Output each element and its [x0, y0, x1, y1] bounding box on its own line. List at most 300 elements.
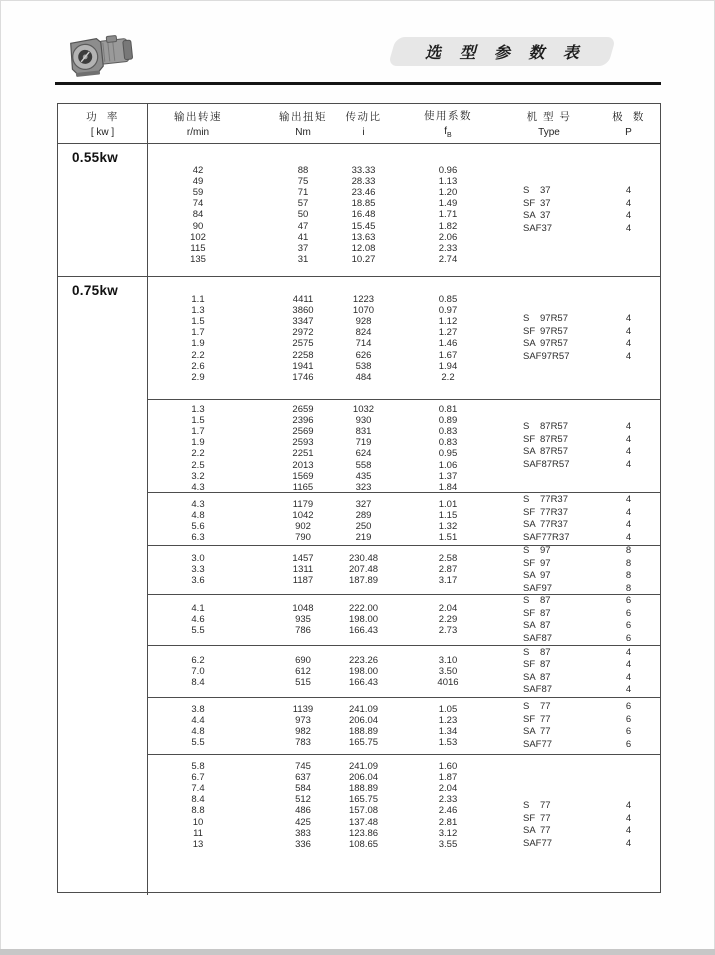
block-type-pole [501, 400, 660, 492]
type-prefix: SF [523, 506, 536, 518]
table-row [148, 176, 501, 187]
table-row [148, 761, 501, 772]
type-prefix: SA [523, 210, 536, 221]
table-row [148, 350, 501, 361]
type-code: 37 [540, 210, 551, 221]
type-pole-row [501, 800, 660, 813]
model-type [501, 672, 597, 685]
header-unit: r/min [186, 127, 210, 138]
type-pole-row [501, 558, 660, 571]
ratio-value: 108.65 [348, 838, 379, 850]
type-pole-row [501, 532, 660, 545]
table-row [148, 198, 501, 209]
type-code: 87 [540, 659, 551, 670]
type-code: 77 [540, 812, 551, 824]
ratio-value: 323 [355, 481, 372, 493]
ratio-value: 206.04 [348, 715, 379, 727]
ratio-value: 16.48 [351, 209, 376, 221]
block-data-rows [148, 400, 501, 492]
service-factor-value: 2.74 [438, 253, 458, 265]
table-row [148, 614, 501, 625]
type-pole-row [501, 507, 660, 520]
ratio-value: 165.75 [348, 794, 379, 806]
model-type [501, 185, 597, 198]
type-pole-row [501, 659, 660, 672]
ratio-value: 558 [355, 459, 372, 471]
rpm-value: 3.8 [191, 704, 205, 715]
type-pole-row [501, 726, 660, 739]
type-prefix: SF [523, 607, 536, 619]
ratio-value: 123.86 [348, 827, 379, 839]
ratio-value: 28.33 [351, 176, 376, 188]
ratio-value: 10.27 [351, 253, 376, 265]
torque-value: 790 [295, 532, 311, 544]
type-prefix: SF [523, 812, 536, 824]
ratio-value: 626 [355, 349, 372, 361]
type-pole-row [501, 595, 660, 608]
rpm-value: 5.8 [191, 761, 205, 772]
torque-value: 1042 [292, 510, 314, 522]
ratio-value: 928 [355, 316, 372, 328]
ratio-value: 831 [355, 426, 372, 438]
selection-table [57, 103, 661, 893]
block-type-pole [501, 646, 660, 697]
rpm-value: 4.4 [191, 715, 205, 727]
torque-value: 3860 [292, 305, 314, 317]
ratio-value: 824 [355, 327, 372, 339]
service-factor-value: 1.71 [438, 209, 458, 221]
table-row [148, 772, 501, 783]
model-type [501, 714, 597, 727]
table-row [148, 327, 501, 338]
type-pole-row [501, 570, 660, 583]
type-prefix: SA [523, 671, 536, 683]
table-row [148, 437, 501, 448]
torque-value: 2569 [292, 426, 314, 438]
table-row [148, 553, 501, 564]
ratio-value: 206.04 [348, 772, 379, 784]
pole-count: 4 [625, 433, 632, 445]
torque-value: 336 [295, 838, 311, 850]
type-prefix: SA [523, 446, 536, 457]
type-code: 97R57 [540, 338, 568, 349]
block-data-rows [148, 595, 501, 645]
model-type [501, 633, 597, 646]
pole-count: 4 [625, 825, 632, 836]
pole-count: 4 [625, 421, 632, 432]
ratio-value: 1032 [352, 404, 375, 415]
ratio-value: 241.09 [348, 761, 379, 772]
ratio-value: 219 [355, 532, 372, 544]
pole-count: 4 [625, 197, 632, 209]
service-factor-value: 0.81 [438, 404, 458, 415]
pole-count: 6 [625, 607, 632, 619]
torque-value: 4411 [292, 294, 314, 305]
service-factor-value: 0.89 [438, 415, 458, 427]
table-header-row [58, 104, 660, 144]
pole-count: 4 [625, 185, 632, 196]
type-prefix: SAF [523, 684, 542, 695]
model-block [148, 594, 660, 645]
type-pole-row [501, 185, 660, 198]
header-label: 机 型 号 [526, 111, 572, 123]
rpm-value: 1.3 [191, 305, 205, 317]
type-code: 97 [540, 545, 551, 556]
block-data-rows [148, 277, 501, 399]
section-blocks [148, 144, 660, 276]
torque-value: 3347 [292, 316, 314, 328]
torque-value: 88 [297, 165, 309, 176]
table-row [148, 564, 501, 575]
service-factor-value: 3.17 [438, 575, 458, 587]
rpm-value: 4.3 [191, 481, 205, 493]
torque-value: 1048 [292, 603, 314, 614]
type-pole-row [501, 210, 660, 223]
block-type-pole [501, 493, 660, 545]
service-factor-value: 2.2 [441, 371, 455, 383]
model-type [501, 739, 597, 752]
ratio-value: 289 [355, 510, 372, 522]
type-prefix: SF [523, 713, 536, 725]
header-unit: [ kw ] [90, 127, 115, 138]
type-prefix: SA [523, 570, 536, 581]
ratio-value: 165.75 [348, 737, 379, 749]
ratio-value: 198.00 [348, 614, 379, 626]
service-factor-value: 0.83 [438, 426, 458, 438]
torque-value: 512 [295, 794, 311, 806]
table-row [148, 532, 501, 543]
type-pole-row [501, 813, 660, 826]
pole-count: 4 [625, 446, 632, 457]
ratio-value: 12.08 [351, 242, 376, 254]
type-code: 87R57 [540, 433, 568, 445]
model-type [501, 800, 597, 813]
power-label: 0.75kw [58, 277, 148, 895]
service-factor-value: 1.82 [438, 220, 458, 232]
block-data-rows [148, 755, 501, 895]
header-unit: i [362, 127, 365, 138]
pole-count: 4 [625, 210, 632, 221]
type-code: 77 [540, 701, 551, 712]
pole-count: 8 [625, 570, 632, 581]
rpm-value: 3.0 [191, 553, 205, 564]
torque-value: 2659 [292, 404, 314, 415]
pole-count: 4 [625, 325, 632, 337]
ratio-value: 241.09 [348, 704, 379, 715]
rpm-value: 90 [192, 220, 204, 232]
service-factor-value: 2.04 [438, 783, 458, 795]
rpm-value: 74 [192, 198, 204, 210]
service-factor-value: 1.15 [438, 510, 458, 522]
ratio-value: 157.08 [348, 805, 379, 817]
torque-value: 383 [295, 827, 311, 839]
service-factor-value: 2.81 [438, 816, 458, 828]
rpm-value: 84 [192, 209, 204, 221]
block-type-pole [501, 755, 660, 895]
service-factor-value: 1.46 [438, 338, 458, 350]
type-prefix: S [523, 646, 530, 658]
type-code: 97R57 [540, 325, 568, 337]
service-factor-value: 1.32 [438, 521, 458, 533]
model-type [501, 545, 597, 558]
rpm-value: 6.2 [191, 655, 205, 666]
service-factor-value: 2.29 [438, 614, 458, 626]
ratio-value: 230.48 [348, 553, 379, 564]
block-data-rows [148, 546, 501, 594]
torque-value: 71 [297, 187, 309, 199]
rpm-value: 8.8 [191, 805, 205, 817]
ratio-value: 187.89 [348, 575, 379, 587]
ratio-value: 15.45 [351, 220, 376, 232]
service-factor-value: 2.58 [438, 553, 458, 564]
torque-value: 973 [295, 715, 311, 727]
ratio-value: 18.85 [351, 198, 376, 210]
type-pole-row [501, 338, 660, 351]
type-prefix: SAF [523, 837, 542, 849]
pole-count: 6 [625, 595, 632, 606]
rpm-value: 4.6 [191, 614, 205, 626]
torque-value: 2593 [292, 437, 314, 449]
type-pole-row [501, 446, 660, 459]
type-code: 77 [540, 713, 551, 725]
torque-value: 2396 [292, 415, 314, 427]
block-type-pole [501, 144, 660, 276]
header-type [501, 104, 597, 143]
model-type [501, 313, 597, 326]
type-pole-row [501, 672, 660, 685]
type-prefix: S [523, 595, 530, 606]
table-row [148, 794, 501, 805]
pole-count: 6 [625, 726, 632, 737]
pole-count: 4 [625, 646, 632, 658]
pole-count: 4 [625, 800, 632, 811]
type-code: 87 [541, 632, 553, 644]
pole-count: 6 [625, 738, 632, 750]
pole-count: 4 [625, 313, 632, 324]
model-type [501, 326, 597, 339]
header-output-torque [248, 104, 336, 143]
block-data-rows [148, 698, 501, 754]
type-pole-row [501, 647, 660, 660]
type-code: 97 [540, 570, 551, 581]
header-label: 功 率 [86, 111, 119, 123]
ratio-value: 222.00 [348, 603, 379, 614]
type-pole-row [501, 494, 660, 507]
torque-value: 1311 [292, 564, 314, 576]
rpm-value: 102 [190, 231, 206, 243]
table-row [148, 655, 501, 666]
torque-value: 57 [297, 198, 309, 210]
type-pole-row [501, 459, 660, 472]
service-factor-value: 0.96 [438, 165, 458, 176]
rpm-value: 10 [192, 816, 204, 828]
type-prefix: SAF [523, 458, 542, 470]
ratio-value: 188.89 [348, 726, 379, 738]
torque-value: 982 [295, 726, 311, 738]
torque-value: 47 [297, 220, 309, 232]
model-block [148, 399, 660, 492]
header-unit: P [625, 127, 632, 138]
table-row [148, 817, 501, 828]
torque-value: 637 [295, 772, 311, 784]
torque-value: 1941 [292, 360, 314, 372]
type-code: 87 [540, 646, 551, 658]
table-row [148, 448, 501, 459]
table-row [148, 805, 501, 816]
ratio-value: 1070 [352, 305, 375, 317]
type-pole-row [501, 223, 660, 236]
header-label: 输出扭矩 [279, 111, 327, 123]
service-factor-value: 0.83 [438, 437, 458, 449]
type-pole-row [501, 739, 660, 752]
torque-value: 935 [295, 614, 311, 626]
table-row [148, 471, 501, 482]
service-factor-value: 1.27 [438, 327, 458, 339]
ratio-value: 207.48 [348, 564, 379, 576]
table-row [148, 209, 501, 220]
service-factor-value: 1.05 [438, 704, 458, 715]
torque-value: 584 [295, 783, 311, 795]
type-prefix: SAF [523, 222, 542, 234]
rpm-value: 13 [192, 838, 204, 850]
block-type-pole [501, 595, 660, 645]
service-factor-value: 1.84 [438, 481, 458, 493]
type-prefix: SAF [523, 632, 542, 644]
table-row [148, 499, 501, 510]
service-factor-value: 3.50 [438, 666, 458, 678]
block-type-pole [501, 277, 660, 399]
type-prefix: S [523, 545, 530, 556]
ratio-value: 188.89 [348, 783, 379, 795]
ratio-value: 23.46 [351, 187, 376, 199]
type-code: 37 [541, 222, 553, 234]
torque-value: 50 [297, 209, 309, 221]
header-label: 输出转速 [174, 111, 222, 123]
type-prefix: S [523, 313, 530, 324]
torque-value: 1187 [292, 575, 314, 587]
rpm-value: 135 [190, 253, 206, 265]
service-factor-value: 1.01 [438, 499, 458, 510]
header-service-factor [411, 104, 501, 143]
model-block [148, 144, 660, 276]
table-row [148, 243, 501, 254]
type-prefix: SA [523, 825, 536, 836]
model-type [501, 620, 597, 633]
service-factor-value: 1.06 [438, 459, 458, 471]
model-block [148, 754, 660, 895]
page-bottom-edge [0, 949, 715, 955]
ratio-value: 1223 [352, 294, 375, 305]
block-type-pole [501, 698, 660, 754]
header-ratio [336, 104, 411, 143]
torque-value: 1165 [292, 481, 314, 493]
table-row [148, 187, 501, 198]
type-pole-row [501, 838, 660, 851]
ratio-value: 198.00 [348, 666, 379, 678]
rpm-value: 3.2 [191, 470, 205, 482]
type-pole-row [501, 620, 660, 633]
type-code: 87R57 [540, 446, 568, 457]
ratio-value: 166.43 [348, 677, 379, 689]
model-type [501, 351, 597, 364]
type-code: 97R57 [541, 350, 570, 362]
type-code: 37 [540, 185, 551, 196]
rpm-value: 5.5 [191, 625, 205, 637]
table-row [148, 666, 501, 677]
rpm-value: 3.6 [191, 575, 205, 587]
model-type [501, 825, 597, 838]
rpm-value: 5.5 [191, 737, 205, 749]
rpm-value: 1.5 [191, 415, 205, 427]
service-factor-value: 1.53 [438, 737, 458, 749]
header-output-speed [148, 104, 248, 143]
table-row [148, 839, 501, 850]
type-pole-row [501, 519, 660, 532]
type-pole-row [501, 198, 660, 211]
type-code: 87 [541, 684, 553, 695]
service-factor-value: 2.04 [438, 603, 458, 614]
rpm-value: 59 [192, 187, 204, 199]
type-pole-row [501, 633, 660, 646]
type-code: 87R57 [541, 458, 570, 470]
section-blocks [148, 277, 660, 895]
torque-value: 2258 [292, 349, 314, 361]
type-code: 77R37 [540, 519, 568, 530]
rpm-value: 5.6 [191, 521, 205, 533]
torque-value: 425 [295, 816, 311, 828]
table-row [148, 415, 501, 426]
model-type [501, 838, 597, 851]
rpm-value: 2.6 [191, 360, 205, 372]
type-prefix: SAF [523, 738, 542, 750]
service-factor-value: 0.95 [438, 448, 458, 460]
type-prefix: SAF [523, 582, 542, 594]
pole-count: 6 [625, 620, 632, 631]
table-row [148, 426, 501, 437]
torque-value: 1139 [292, 704, 314, 715]
rpm-value: 6.3 [191, 532, 205, 544]
table-row [148, 737, 501, 748]
table-row [148, 510, 501, 521]
pole-count: 4 [625, 812, 632, 824]
table-row [148, 305, 501, 316]
rpm-value: 7.0 [191, 666, 205, 678]
table-row [148, 521, 501, 532]
header-poles [597, 104, 660, 143]
service-factor-value: 3.12 [438, 827, 458, 839]
torque-value: 690 [295, 655, 311, 666]
rpm-value: 2.2 [191, 448, 205, 460]
power-label: 0.55kw [58, 144, 148, 276]
power-section [58, 144, 660, 276]
rpm-value: 11 [193, 827, 203, 839]
rpm-value: 4.1 [191, 603, 205, 614]
pole-count: 8 [625, 582, 632, 594]
table-row [148, 254, 501, 265]
rpm-value: 1.7 [191, 426, 205, 438]
torque-value: 612 [295, 666, 311, 678]
type-prefix: SA [523, 519, 536, 530]
table-row [148, 704, 501, 715]
rpm-value: 1.7 [191, 327, 205, 339]
type-code: 77 [541, 837, 553, 849]
service-factor-value: 1.20 [438, 187, 458, 199]
header-unit: Nm [295, 127, 311, 138]
torque-value: 1569 [292, 470, 314, 482]
pole-count: 4 [625, 519, 632, 530]
torque-value: 1746 [292, 371, 314, 383]
type-prefix: SA [523, 338, 536, 349]
